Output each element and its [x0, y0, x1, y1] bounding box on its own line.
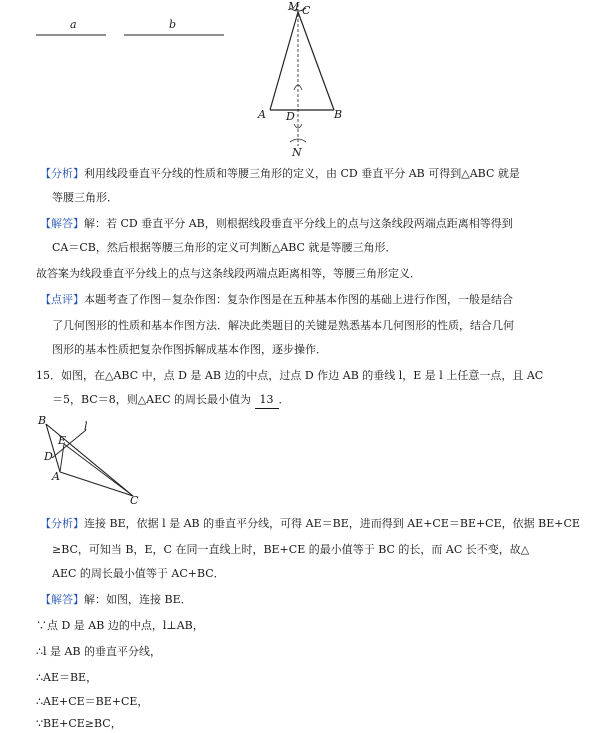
q15-text1: 如图，在△ABC 中，点 D 是 AB 边的中点，过点 D 作边 AB 的垂线 l，E 是 l 上任意一点，且 AC [61, 369, 544, 382]
point-A-label: A [258, 108, 266, 121]
answer2-step-2 [36, 644, 161, 660]
figure-q15 [38, 414, 148, 506]
answer1-line2 [52, 240, 396, 256]
point-N-label: N [292, 146, 302, 159]
answer2-line1 [40, 592, 192, 608]
segment-b-label: b [169, 18, 177, 31]
analysis1-text1: 利用线段垂直平分线的性质和等腰三角形的定义，由 CD 垂直平分 AB 可得到△ABC 就是 [84, 167, 520, 180]
answer1-line1 [40, 216, 513, 232]
analysis2-line1 [40, 516, 580, 532]
analysis2-text3: AEC 的周长最小值等于 AC+BC． [52, 567, 225, 580]
q15-point-B: B [38, 414, 47, 427]
analysis2-text1: 连接 BE，依据 l 是 AB 的垂直平分线，可得 AE＝BE，进而得到 AE+CE＝BE+CE，依据 BE+CE [84, 517, 580, 530]
conclusion1 [36, 266, 421, 282]
analysis2-line3 [52, 566, 225, 582]
analysis1-text2: 等腰三角形． [52, 191, 118, 204]
q15-answer-blank: 13 [255, 392, 279, 409]
answer2-step-5 [36, 716, 122, 732]
q15-point-D: D [44, 450, 53, 463]
q15-drawing [38, 414, 148, 506]
triangle-drawing [250, 0, 350, 160]
comment1-text3: 图形的基本性质把复杂作图拆解成基本作图，逐步操作． [52, 343, 327, 356]
answer2-text1: 解：如图，连接 BE． [84, 593, 192, 606]
answer1-tag: 【解答】 [40, 217, 84, 230]
answer2-tag: 【解答】 [40, 593, 84, 606]
analysis2-line2 [52, 542, 529, 558]
comment1-line2 [52, 318, 514, 334]
answer1-text1: 解：若 CD 垂直平分 AB，则根据线段垂直平分线上的点与这条线段两端点距离相等得到 [84, 217, 513, 230]
answer2-step-4 [36, 694, 148, 710]
comment1-line3 [52, 342, 327, 358]
comment1-tag: 【点评】 [40, 293, 84, 306]
analysis1-tag: 【分析】 [40, 167, 84, 180]
answer1-text2: CA＝CB，然后根据等腰三角形的定义可判断△ABC 就是等腰三角形． [52, 241, 397, 254]
answer2-step-3-text: ∴AE＝BE， [36, 671, 98, 684]
comment1-text2: 了几何图形的性质和基本作图方法．解决此类题目的关键是熟悉基本几何图形的性质，结合几何 [52, 319, 514, 332]
q15-line2 [52, 392, 290, 409]
answer2-step-1 [36, 618, 204, 634]
segment-a-label: a [70, 18, 77, 31]
q15-number: 15． [36, 369, 61, 382]
answer2-step-5-text: ∵BE+CE≥BC， [36, 717, 122, 730]
q15-point-A: A [52, 470, 60, 483]
answer2-step-4-text: ∴AE+CE＝BE+CE， [36, 695, 149, 708]
point-M-label: M [288, 0, 300, 13]
comment1-text1: 本题考查了作图－复杂作图：复杂作图是在五种基本作图的基础上进行作图，一般是结合 [84, 293, 513, 306]
analysis1-line1 [40, 166, 520, 182]
q15-line1 [36, 368, 543, 384]
q15-point-E: E [58, 434, 67, 447]
answer2-step-2-text: ∴l 是 AB 的垂直平分线， [36, 645, 162, 658]
point-D-label: D [286, 110, 295, 123]
comment1-line1 [40, 292, 513, 308]
answer2-step-1-text: ∵点 D 是 AB 边的中点，l⊥AB， [36, 619, 204, 632]
figure-segments [30, 15, 230, 45]
q15-text2b: ． [278, 393, 290, 406]
analysis2-text2: ≥BC，可知当 B，E，C 在同一直线上时，BE+CE 的最小值等于 BC 的长，而 AC 长不变，故△ [52, 543, 530, 556]
q15-point-C: C [130, 494, 139, 507]
q15-line-l: l [84, 420, 88, 433]
q15-text2a: ＝5，BC＝8，则△AEC 的周长最小值为 [52, 393, 252, 406]
answer2-step-3 [36, 670, 97, 686]
analysis1-line2 [52, 190, 118, 206]
segments-drawing [30, 15, 230, 45]
point-C-label: C [302, 4, 311, 17]
conclusion1-text: 故答案为线段垂直平分线上的点与这条线段两端点距离相等，等腰三角形定义． [36, 267, 421, 280]
figure-triangle [250, 0, 350, 160]
point-B-label: B [334, 108, 343, 121]
analysis2-tag: 【分析】 [40, 517, 84, 530]
